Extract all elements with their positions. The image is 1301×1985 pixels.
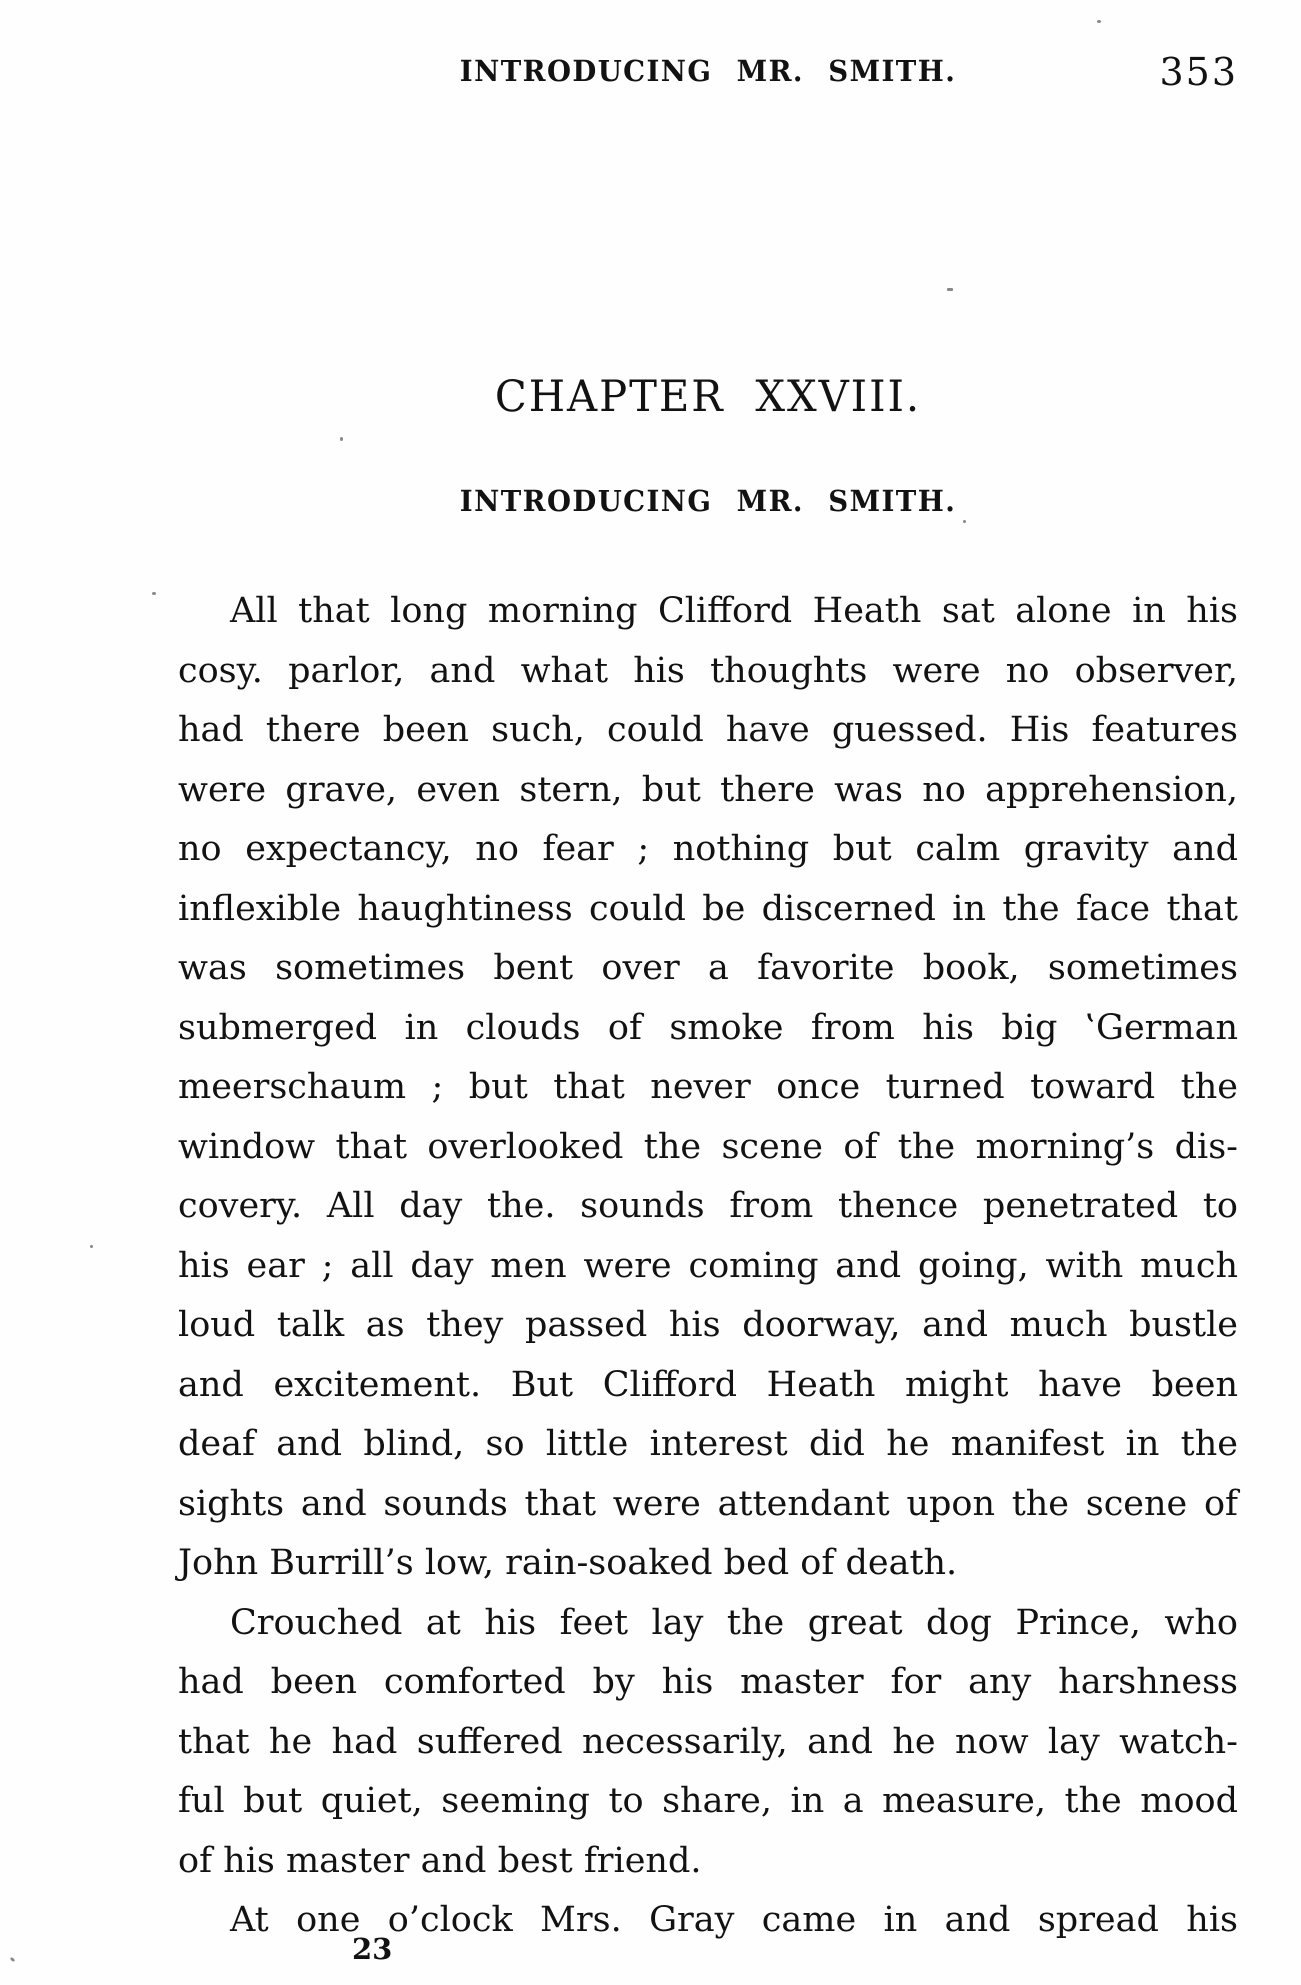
signature-mark: 23 xyxy=(352,1932,393,1966)
text-line: meerschaum ; but that never once turned toward the xyxy=(178,1067,1238,1107)
page-number: 353 xyxy=(1159,50,1238,94)
text-line: John Burrill’s low, rain-soaked bed of death. xyxy=(178,1543,958,1583)
body-text xyxy=(178,582,1238,1951)
text-line: Crouched at his feet lay the great dog Prince, who xyxy=(230,1602,1238,1643)
text-line: that he had suffered necessarily, and he now lay watch- xyxy=(178,1721,1238,1762)
text-line: inflexible haughtiness could be discerned in the face that xyxy=(178,888,1238,929)
text-line: submerged in clouds of smoke from his big ‛German xyxy=(178,1007,1238,1048)
text-line: deaf and blind, so little interest did he manifest in the xyxy=(178,1424,1238,1464)
text-line: sights and sounds that were attendant upon the scene of xyxy=(178,1483,1238,1524)
text-line: window that overlooked the scene of the morning’s dis- xyxy=(178,1126,1238,1167)
text-line: had been comforted by his master for any harshness xyxy=(178,1662,1238,1702)
text-line: had there been such, could have guessed. His features xyxy=(178,710,1238,750)
text-line: his ear ; all day men were coming and going, with much xyxy=(178,1245,1238,1286)
text-line: no expectancy, no fear ; nothing but calm gravity and xyxy=(178,829,1238,869)
text-line: loud talk as they passed his doorway, and much bustle xyxy=(178,1305,1238,1345)
text-line: was sometimes bent over a favorite book, sometimes xyxy=(178,948,1238,988)
text-line: ful but quiet, seeming to share, in a measure, the mood xyxy=(178,1781,1238,1821)
running-header xyxy=(178,50,1238,98)
scan-artifact xyxy=(1097,20,1101,23)
text-line: All that long morning Clifford Heath sat alone in his xyxy=(230,591,1238,631)
running-header-title: INTRODUCING MR. SMITH. xyxy=(459,54,957,88)
text-line: At one o’clock Mrs. Gray came in and spread his xyxy=(230,1900,1238,1940)
scan-artifact xyxy=(10,1957,16,1963)
text-line: of his master and best friend. xyxy=(178,1840,702,1881)
text-line: cosy. parlor, and what his thoughts were no observer, xyxy=(178,650,1238,691)
scan-artifact xyxy=(90,1245,93,1248)
scan-artifact xyxy=(963,520,966,523)
scan-artifact xyxy=(947,288,953,291)
scan-artifact xyxy=(340,437,343,441)
chapter-title: CHAPTER XXVIII. xyxy=(494,372,922,422)
text-line: covery. All day the. sounds from thence penetrated to xyxy=(178,1186,1238,1226)
chapter-subtitle: INTRODUCING MR. SMITH. xyxy=(459,484,957,518)
text-line: and excitement. But Clifford Heath might have been xyxy=(178,1364,1238,1405)
text-line: were grave, even stern, but there was no apprehension, xyxy=(178,769,1238,810)
scan-artifact xyxy=(152,592,156,595)
